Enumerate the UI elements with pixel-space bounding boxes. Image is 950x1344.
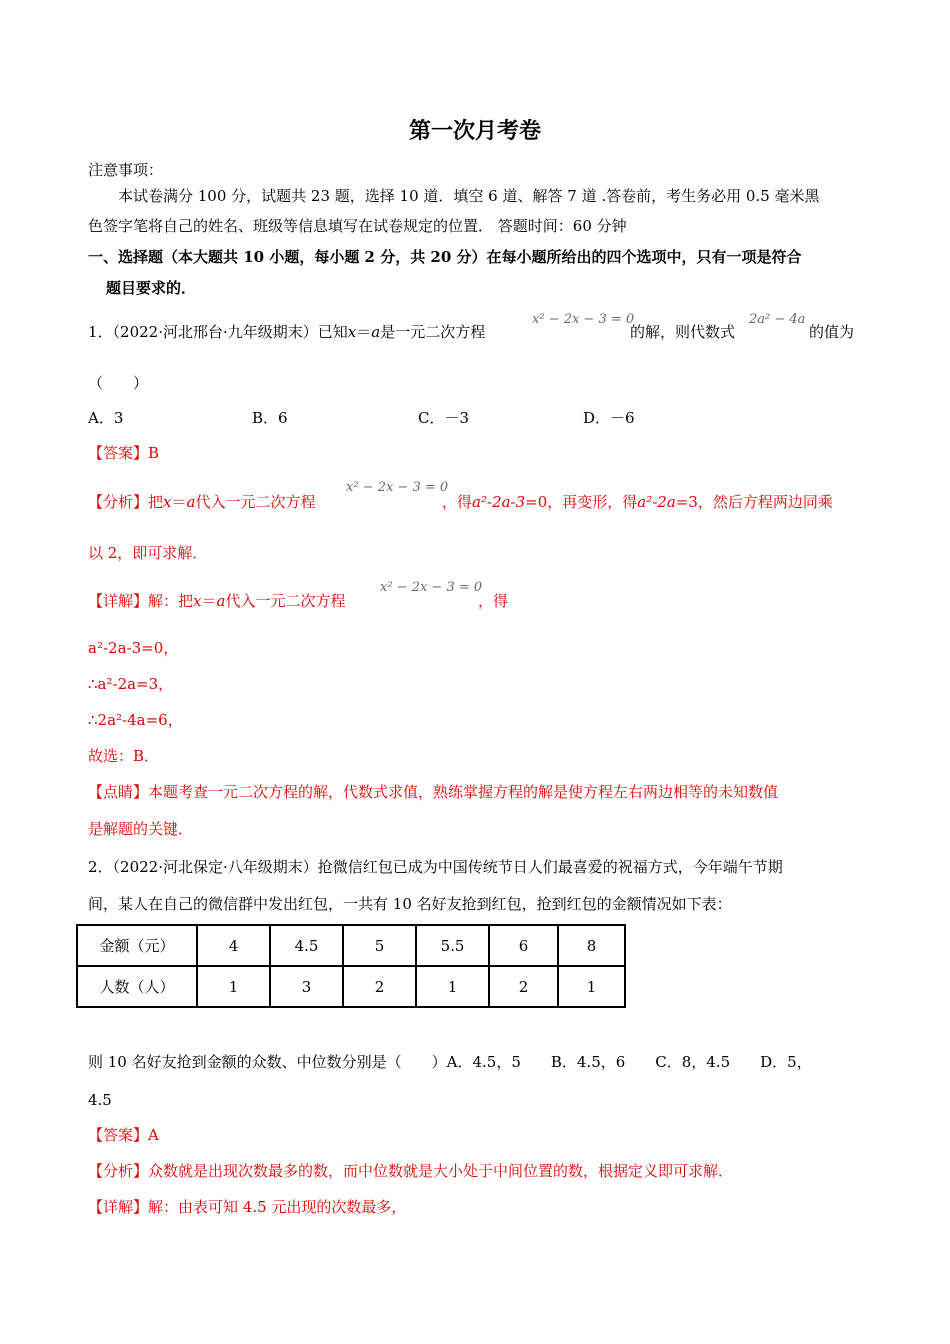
detail-text-c: ，得 xyxy=(478,592,509,610)
q1-expression-formula: 2a² − 4a xyxy=(749,312,806,327)
q1-step-4: 故选：B． xyxy=(88,747,160,765)
section-heading: 一、选择题（本大题共 10 小题，每小题 2 分，共 20 分）在每小题所给出的四个选项中，只有一项是符合 xyxy=(88,248,802,266)
q2-number: 2． xyxy=(88,858,113,876)
q1-var-a: a xyxy=(371,323,381,341)
q2-analysis xyxy=(88,1161,733,1181)
detail-tag: 【详解】 xyxy=(88,592,149,610)
analysis-text-c: ，得 xyxy=(442,493,473,511)
page-title: 第一次月考卷 xyxy=(408,118,541,144)
q2-question-cont: 4.5 xyxy=(88,1091,112,1109)
q1-after-eq: 的解，则代数式 xyxy=(630,323,736,341)
table-cell: 金额（元） xyxy=(77,925,197,966)
table-cell: 4.5 xyxy=(270,925,343,966)
dianjing-tag: 【点睛】 xyxy=(88,783,149,801)
table-cell: 4 xyxy=(197,925,270,966)
amount-table xyxy=(76,924,626,1008)
table-cell: 1 xyxy=(197,966,270,1007)
detail-text-b: 代入一元二次方程 xyxy=(225,592,346,610)
q2-line-1: （2022·河北保定·八年级期末）抢微信红包已成为中国传统节日人们最喜爱的祝福方式，今年端午节期 xyxy=(112,858,783,876)
table-cell: 8 xyxy=(558,925,625,966)
table-cell: 2 xyxy=(489,966,558,1007)
q1-equals: ＝ xyxy=(356,323,372,341)
q1-analysis-line-2: 以 2，即可求解． xyxy=(88,544,208,562)
detail-var-a: a xyxy=(216,592,226,610)
detail-text-a: 解：把 xyxy=(148,592,194,610)
q1-dianjing xyxy=(88,782,778,802)
analysis-text-b: 代入一元二次方程 xyxy=(195,493,316,511)
notice-line-1: 本试卷满分 100 分，试题共 23 题，选择 10 道．填空 6 道、解答 7 道 .答卷前，考生务必用 0.5 毫米黑 xyxy=(118,187,820,205)
detail-equals: ＝ xyxy=(201,592,217,610)
q1-option-b: B．6 xyxy=(252,409,288,427)
q1-blank: （ ） xyxy=(88,374,149,392)
analysis-text: 众数就是出现次数最多的数，而中位数就是大小处于中间位置的数，根据定义即可求解． xyxy=(148,1162,734,1180)
q1-step-1: a²-2a-3=0， xyxy=(88,639,179,657)
analysis-text-a: 把 xyxy=(148,493,164,511)
detail-tag: 【详解】 xyxy=(88,1198,149,1216)
table-cell: 5 xyxy=(343,925,416,966)
analysis-equals: ＝ xyxy=(171,493,187,511)
q1-analysis-cont xyxy=(442,492,833,512)
q2-detail xyxy=(88,1197,406,1217)
q1-var-x: x xyxy=(347,323,357,341)
q1-answer: 【答案】B xyxy=(88,444,160,462)
q2-line-2: 间，某人在自己的微信群中发出红包，一共有 10 名好友抢到红包，抢到红包的金额情况如下表： xyxy=(88,895,732,913)
analysis-var-x: x xyxy=(163,493,172,511)
analysis-var-a: a xyxy=(186,493,196,511)
table-cell: 5.5 xyxy=(416,925,489,966)
q1-analysis xyxy=(88,492,315,512)
table-row xyxy=(77,966,625,1007)
q1-equation-formula: x² − 2x − 3 = 0 xyxy=(532,312,635,327)
notice-line-2: 色签字笔将自己的姓名、班级等信息填写在试卷规定的位置． 答题时间：60 分钟 xyxy=(88,217,627,235)
detail-equation-formula: x² − 2x − 3 = 0 xyxy=(380,580,483,595)
section-heading-cont: 题目要求的． xyxy=(106,279,197,297)
analysis-expr-1: a²-2a-3 xyxy=(472,493,526,511)
q1-step-2: ∴a²-2a=3， xyxy=(88,675,174,693)
q1-source: （2022·河北邢台·九年级期末）已知 xyxy=(112,323,348,341)
table-row xyxy=(77,925,625,966)
q1-detail xyxy=(88,591,345,611)
table-cell: 3 xyxy=(270,966,343,1007)
q1-dianjing-line-2: 是解题的关键． xyxy=(88,820,194,838)
q1-number: 1． xyxy=(88,323,113,341)
table-cell: 2 xyxy=(343,966,416,1007)
detail-var-x: x xyxy=(193,592,202,610)
q2-question: 则 10 名好友抢到金额的众数、中位数分别是（ ）A．4.5，5 B．4.5，6 C．8，4.5 D．5， xyxy=(88,1053,812,1071)
analysis-equation-formula: x² − 2x − 3 = 0 xyxy=(346,480,449,495)
q1-option-d: D．－6 xyxy=(583,409,635,427)
analysis-tag: 【分析】 xyxy=(88,493,149,511)
analysis-text-d: =0，再变形，得 xyxy=(525,493,638,511)
analysis-tag: 【分析】 xyxy=(88,1162,149,1180)
q1-tail: 的值为 xyxy=(809,323,855,341)
notice-label: 注意事项： xyxy=(88,161,164,179)
q2-stem xyxy=(88,857,783,877)
dianjing-text: 本题考查一元二次方程的解，代数式求值，熟练掌握方程的解是使方程左右两边相等的未知数值 xyxy=(148,783,779,801)
table-cell: 6 xyxy=(489,925,558,966)
q1-option-a: A．3 xyxy=(88,409,124,427)
q1-step-3: ∴2a²-4a=6， xyxy=(88,711,183,729)
table-cell: 1 xyxy=(558,966,625,1007)
q1-stem xyxy=(88,322,485,342)
detail-text: 解：由表可知 4.5 元出现的次数最多， xyxy=(148,1198,407,1216)
table-cell: 人数（人） xyxy=(77,966,197,1007)
analysis-text-e: =3，然后方程两边同乘 xyxy=(675,493,833,511)
table-cell: 1 xyxy=(416,966,489,1007)
analysis-expr-2: a²-2a xyxy=(637,493,676,511)
q2-answer: 【答案】A xyxy=(88,1126,159,1144)
q1-option-c: C．－3 xyxy=(418,409,470,427)
q1-middle: 是一元二次方程 xyxy=(380,323,486,341)
